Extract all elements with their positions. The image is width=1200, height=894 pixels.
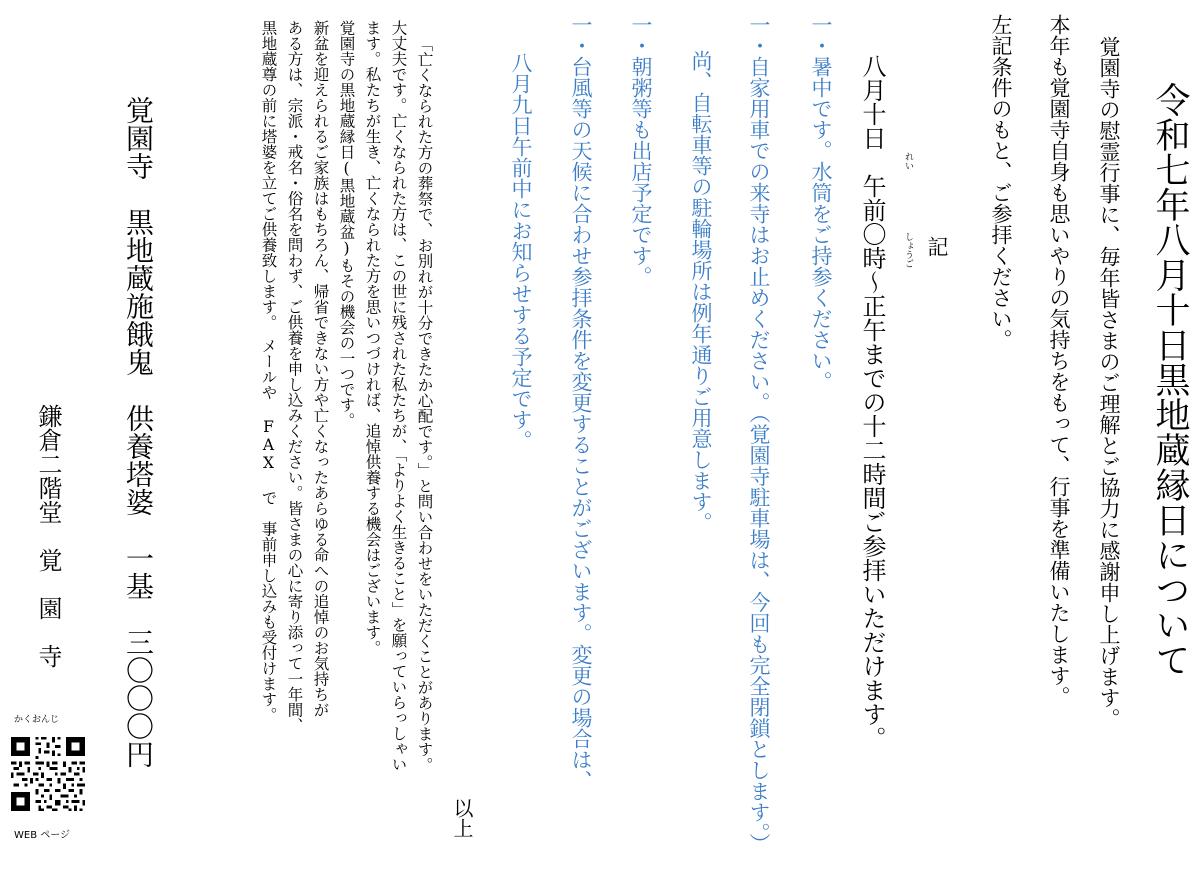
small-text-line-3: ます。私たちが生き、亡くなられた方を思いつづければ、追悼供養する機会はございます。	[363, 20, 382, 656]
small-text-line-1: 「亡くなられた方の葬祭で、お別れが十分できたか心配です。」と問い合わせをいただくことがあります。	[415, 36, 434, 773]
condition-4-note: 八月九日午前中にお知らせする予定です。	[509, 52, 533, 451]
temple-address: 鎌倉二階堂 覚 園 寺	[34, 404, 62, 668]
condition-2-note: 尚、自転車等の駐輪場所は例年通りご用意します。	[689, 50, 713, 533]
small-text-line-6: ある方は、宗派・戒名・俗名を問わず、ご供養を申し込みください。皆さまの心に寄り添って一年間、	[285, 20, 304, 733]
intro-line-3: 左記条件のもと、ご参拝ください。	[989, 14, 1013, 350]
small-text-line-4: 覚園寺の黒地蔵縁日(黒地蔵盆)もその機会の一つです。	[337, 20, 356, 428]
ijo-closing: 以上	[450, 798, 474, 838]
condition-3: 一・朝粥等も出店予定です。	[629, 14, 653, 287]
intro-line-2: 本年も覚園寺自身も思いやりの気持ちをもって、行事を準備いたします。	[1047, 14, 1071, 707]
condition-4: 一・台風等の天候に合わせ参拝条件を変更することがございます。変更の場合は、	[569, 14, 593, 791]
small-text-line-2: 大丈夫です。亡くなられた方は、この世に残された私たちが、「よりよく生きること」を願っていらっしゃい	[389, 20, 408, 772]
intro-line-1: 覚園寺の慰霊行事に、毎年皆さまのご理解とご協力に感謝申し上げます。	[1097, 36, 1121, 729]
condition-1: 一・暑中です。水筒をご持参ください。	[809, 14, 833, 392]
small-text-line-7: 黒地蔵尊の前に塔婆を立てご供養致します。 メールや FAX で 事前申し込みも受付けます。	[259, 20, 278, 723]
web-page-label: WEB ページ	[14, 830, 71, 841]
qr-label: かくおんじ	[14, 715, 60, 725]
condition-2: 一・自家用車での来寺はお止めください。（覚園寺駐車場は、今回も完全閉鎖とします。）	[747, 14, 771, 854]
ki-heading: 記	[925, 236, 949, 257]
date-line: 八月十日 午前〇時～正午までの十二時間ご参拝いただけます。	[858, 54, 886, 750]
offering-line: 覚園寺 黒地蔵施餓鬼 供養塔婆 一基 三〇〇〇円	[122, 96, 155, 768]
ruby-rei: れい	[903, 152, 913, 170]
page-title: 令和七年八月十日黒地蔵縁日について	[1150, 82, 1190, 677]
ruby-shougo: しょうご	[903, 232, 913, 268]
small-text-line-5: 新盆を迎えられるご家族はもちろん、帰省できない方や亡くなったあらゆる命への追悼のお気持ちが	[311, 20, 330, 718]
qr-code-icon[interactable]	[8, 734, 88, 814]
